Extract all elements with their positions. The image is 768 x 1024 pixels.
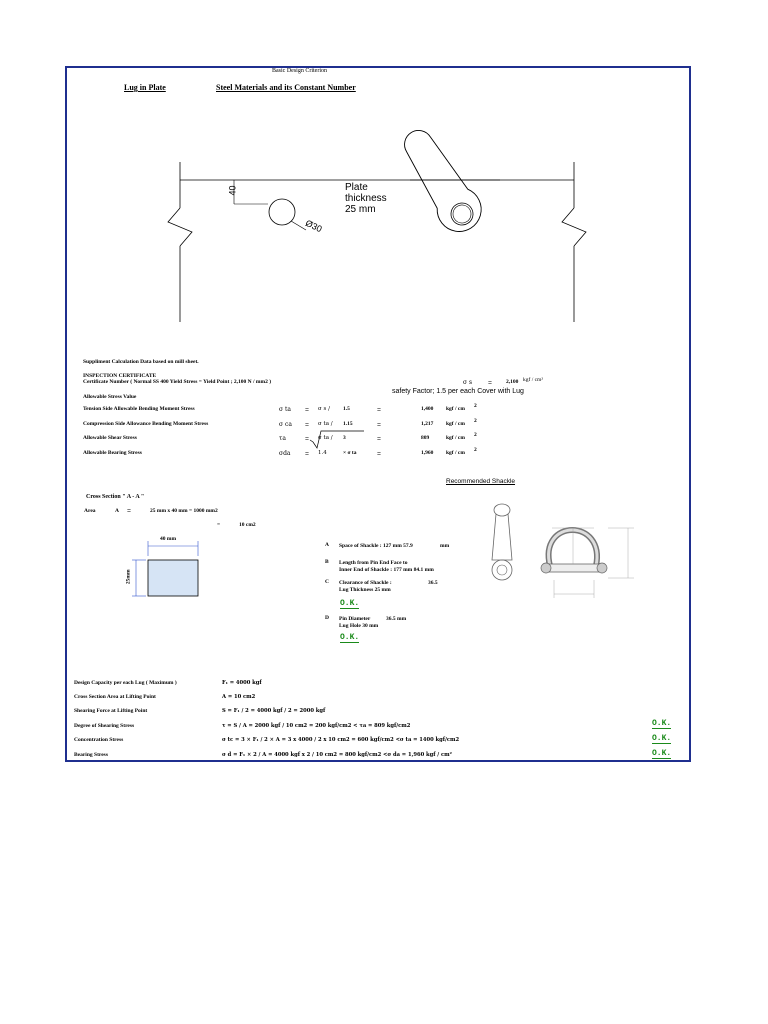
- stress-row-symbol: σ ta: [279, 406, 291, 413]
- ok-clearance: O.K.: [340, 599, 360, 608]
- sigma-s-symbol: σ s: [463, 379, 473, 386]
- stress-row-exponent: 2: [474, 418, 477, 424]
- stress-row-value: 809: [421, 435, 430, 441]
- stress-row-expr2: 1.5: [343, 406, 350, 412]
- sigma-s-unit: kgf / cm²: [523, 377, 543, 383]
- shackle-item-letter: C: [325, 579, 329, 585]
- stress-row-symbol: σda: [279, 450, 291, 457]
- calc-row-label: Concentration Stress: [74, 737, 124, 743]
- shackle-item-line1b: 36.5: [428, 580, 438, 586]
- sigma-s-value: 2,100: [506, 379, 519, 385]
- dimension-40: 40: [227, 185, 238, 196]
- shackle-item-line1b: 36.5 mm: [386, 616, 407, 622]
- stress-row-eq: =: [305, 421, 309, 429]
- shackle-item-line1: Length from Pin End Face to: [339, 560, 408, 566]
- stress-row-expr1: σ ta /: [318, 421, 333, 427]
- calc-row-expression: S = F₁ / 2 = 4000 kgf / 2 = 2000 kgf: [222, 708, 326, 714]
- stress-row-expr1: σ ta /: [318, 435, 333, 441]
- steel-heading: Steel Materials and its Constant Number: [216, 83, 356, 92]
- lug-heading: Lug in Plate: [124, 83, 166, 92]
- calc-row-label: Degree of Shearing Stress: [74, 723, 135, 729]
- shackle-item-line2: Inner End of Shackle : 177 mm 84.1 mm: [339, 567, 434, 573]
- stress-row-expr1: 1.4: [318, 450, 327, 456]
- plate-label-3: 25 mm: [345, 204, 376, 215]
- stress-row-unit: kgf / cm: [446, 435, 465, 441]
- ok-shear: O.K.: [652, 719, 672, 728]
- stress-row-unit: kgf / cm: [446, 421, 465, 427]
- calc-row-label: Bearing Stress: [74, 752, 108, 758]
- stress-row-value: 1,960: [421, 450, 434, 456]
- calc-row-expression: F₁ = 4000 kgf: [222, 680, 262, 686]
- shackle-title: Recommended Shackle: [446, 478, 516, 485]
- shackle-item-letter: A: [325, 542, 329, 548]
- shackle-drawing: [478, 498, 638, 608]
- shackle-item-line1b: mm: [440, 543, 450, 549]
- stress-row-expr2: 1.15: [343, 421, 353, 427]
- calc-row-label: Design Capacity per each Lug ( Maximum ): [74, 680, 177, 686]
- stress-row-eq2: =: [377, 450, 381, 458]
- shackle-item-line2: Lug Hole 30 mm: [339, 623, 379, 629]
- shackle-item-line1: Pin Diameter: [339, 616, 371, 622]
- stress-row-exponent: 2: [474, 403, 477, 409]
- area-eq-2: =: [217, 522, 221, 528]
- stress-row-value: 1,400: [421, 406, 434, 412]
- cross-section-drawing: [125, 536, 208, 606]
- shackle-item-line2: Lug Thickness 25 mm: [339, 587, 391, 593]
- stress-row-unit: kgf / cm: [446, 450, 465, 456]
- page-title: Basic Design Criterion: [272, 68, 327, 74]
- allowable-title: Allowable Stress Value: [83, 394, 137, 400]
- calc-row-expression: σ tc = 3 × F₁ / 2 × A = 3 x 4000 / 2 x 10 cm2 = 600 kgf/cm2 <σ ta = 1400 kgf/cm2: [222, 737, 460, 743]
- area-expression: 25 mm x 40 mm = 1000 mm2: [150, 508, 218, 514]
- supplement-note: Suppliment Calculation Data based on mill sheet.: [83, 359, 199, 365]
- stress-row-expr2: × σ ta: [343, 450, 357, 456]
- ok-pin: O.K.: [340, 633, 360, 642]
- sigma-s-eq: =: [488, 379, 492, 387]
- area-eq: =: [127, 507, 131, 515]
- shackle-item-letter: B: [325, 559, 329, 565]
- stress-row-label: Allowable Shear Stress: [83, 435, 137, 441]
- calc-row-expression: σ d = F₁ × 2 / A = 4000 kgf x 2 / 10 cm2 = 800 kgf/cm2 <σ da = 1,960 kgf / cm²: [222, 752, 452, 758]
- stress-row-expr2: 3: [343, 435, 346, 441]
- stress-row-expr1: σ s /: [318, 406, 330, 412]
- stress-row-eq: =: [305, 435, 309, 443]
- safety-factor: safety Factor; 1.5 per each Cover with Lug: [392, 388, 524, 395]
- calc-row-label: Shearing Force at Lifting Point: [74, 708, 148, 714]
- height-dimension: 25mm: [125, 569, 132, 585]
- stress-row-eq: =: [305, 406, 309, 414]
- sqrt-sign: [308, 430, 368, 450]
- plate-label-1: Plate: [345, 182, 368, 193]
- stress-row-value: 1,217: [421, 421, 434, 427]
- stress-row-label: Allowable Bearing Stress: [83, 450, 142, 456]
- inspection-title: INSPECTION CERTIFICATE: [83, 373, 157, 379]
- dimension-30: Ø30: [303, 217, 324, 235]
- ok-bearing: O.K.: [652, 749, 672, 758]
- lug-drawing: [0, 0, 768, 340]
- ok-concentration: O.K.: [652, 734, 672, 743]
- calc-row-expression: A = 10 cm2: [222, 694, 256, 700]
- stress-row-eq2: =: [377, 421, 381, 429]
- stress-row-label: Compression Side Allowance Bending Moment Stress: [83, 421, 209, 427]
- shackle-item-line1: Clearance of Shackle :: [339, 580, 392, 586]
- plate-label-2: thickness: [345, 193, 387, 204]
- cross-section-title: Cross Section " A - A ": [86, 494, 145, 500]
- area-label: Area: [84, 508, 96, 514]
- stress-row-eq2: =: [377, 435, 381, 443]
- stress-row-exponent: 2: [474, 432, 477, 438]
- area-value: 10 cm2: [239, 522, 256, 528]
- stress-row-label: Tension Side Allowable Bending Moment Stress: [83, 406, 195, 412]
- calc-row-label: Cross Section Area at Lifting Point: [74, 694, 156, 700]
- shackle-item-line1: Space of Shackle : 127 mm 57.9: [339, 543, 413, 549]
- calc-row-expression: τ = S / A = 2000 kgf / 10 cm2 = 200 kgf/cm2 < τa = 809 kgf/cm2: [222, 723, 411, 729]
- stress-row-symbol: τa: [279, 435, 286, 442]
- stress-row-eq2: =: [377, 406, 381, 414]
- area-symbol: A: [115, 508, 119, 514]
- stress-row-symbol: σ ca: [279, 421, 292, 428]
- shackle-item-letter: D: [325, 615, 329, 621]
- stress-row-exponent: 2: [474, 447, 477, 453]
- certificate-line: Certificate Number ( Normal SS 400 Yield Stress = Yield Point ; 2,100 N / mm2 ): [83, 379, 272, 385]
- width-dimension: 40 mm: [160, 536, 177, 542]
- stress-row-eq: =: [305, 450, 309, 458]
- stress-row-unit: kgf / cm: [446, 406, 465, 412]
